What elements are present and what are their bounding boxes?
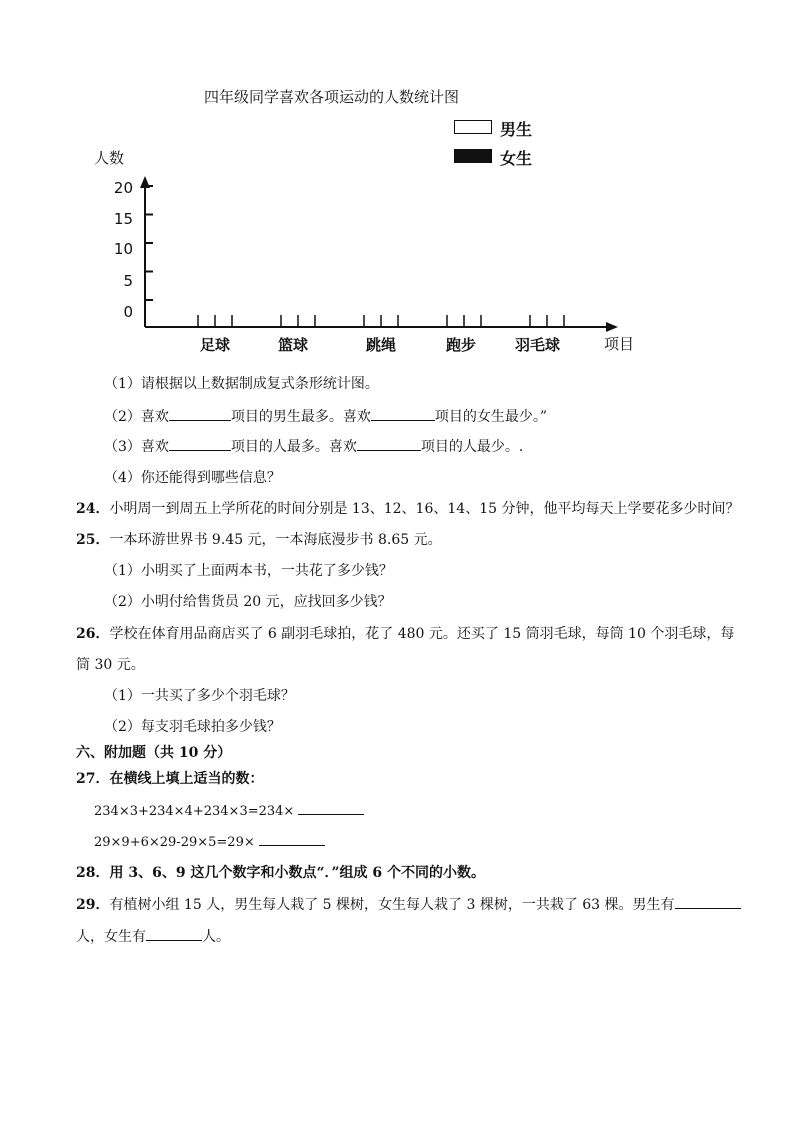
x-axis-arrow <box>606 322 618 332</box>
question-28: 28．用 3、6、9 这几个数字和小数点“．”组成 6 个不同的小数。 <box>76 865 486 881</box>
x-category-label: 跳绳 <box>366 336 397 354</box>
question-26: 26．学校在体育用品商店买了 6 副羽毛球拍，花了 480 元。还买了 15 筒羽毛球，每筒 10 个羽毛球，每 <box>76 626 735 642</box>
y-tick-label: 15 <box>113 210 133 228</box>
question-25-2: （2）小明付给售货员 20 元，应找回多少钱？ <box>104 594 392 610</box>
answer-blank[interactable] <box>357 436 421 451</box>
chart-title: 四年级同学喜欢各项运动的人数统计图 <box>204 88 460 106</box>
question-2: （2）喜欢 项目的男生最多。喜欢 项目的女生最少。” <box>104 406 547 426</box>
y-axis-title: 人数 <box>94 149 125 167</box>
x-axis-title: 项目 <box>604 335 635 353</box>
question-3: （3）喜欢 项目的人最多。喜欢 项目的人最少。. <box>104 436 523 456</box>
question-26-2: （2）每支羽毛球拍多少钱？ <box>104 719 281 735</box>
question-25-1: （1）小明买了上面两本书，一共花了多少钱？ <box>104 563 393 579</box>
answer-blank[interactable] <box>169 406 231 421</box>
answer-blank[interactable] <box>298 800 364 815</box>
question-29: 29．有植树小组 15 人，男生每人栽了 5 棵树，女生每人栽了 3 棵树，一共栽了 63 棵。男生有 <box>76 894 741 914</box>
x-category-label: 羽毛球 <box>515 336 561 354</box>
x-category-label: 篮球 <box>278 336 309 354</box>
y-tick-label: 20 <box>113 179 133 197</box>
answer-blank[interactable] <box>146 926 202 941</box>
answer-blank[interactable] <box>169 436 231 451</box>
question-24: 24．小明周一到周五上学所花的时间分别是 13、12、16、14、15 分钟，他平均每天上学要花多少时间？ <box>76 501 740 517</box>
section-heading: 六、附加题（共 10 分） <box>76 745 232 761</box>
question-4: （4）你还能得到哪些信息？ <box>104 470 281 486</box>
chart-axes <box>0 0 794 360</box>
answer-blank[interactable] <box>259 831 325 846</box>
question-29-cont: 人，女生有 人。 <box>76 926 230 946</box>
x-category-label: 跑步 <box>446 336 477 354</box>
x-category-label: 足球 <box>200 336 231 354</box>
y-tick-label: 10 <box>113 240 133 258</box>
y-tick-label: 5 <box>123 272 133 290</box>
answer-blank[interactable] <box>371 406 435 421</box>
question-26-1: （1）一共买了多少个羽毛球？ <box>104 688 295 704</box>
y-tick-label: 0 <box>123 303 133 321</box>
legend-label-boys: 男生 <box>500 120 533 139</box>
answer-blank[interactable] <box>675 894 741 909</box>
question-25: 25．一本环游世界书 9.45 元，一本海底漫步书 8.65 元。 <box>76 532 442 548</box>
question-1: （1）请根据以上数据制成复式条形统计图。 <box>104 376 379 392</box>
equation-1: 234×3+234×4+234×3=234× <box>94 800 364 819</box>
question-27: 27．在横线上填上适当的数： <box>76 771 264 787</box>
question-26-cont: 筒 30 元。 <box>76 657 145 673</box>
equation-2: 29×9+6×29-29×5=29× <box>94 831 325 850</box>
legend-label-girls: 女生 <box>500 149 533 168</box>
